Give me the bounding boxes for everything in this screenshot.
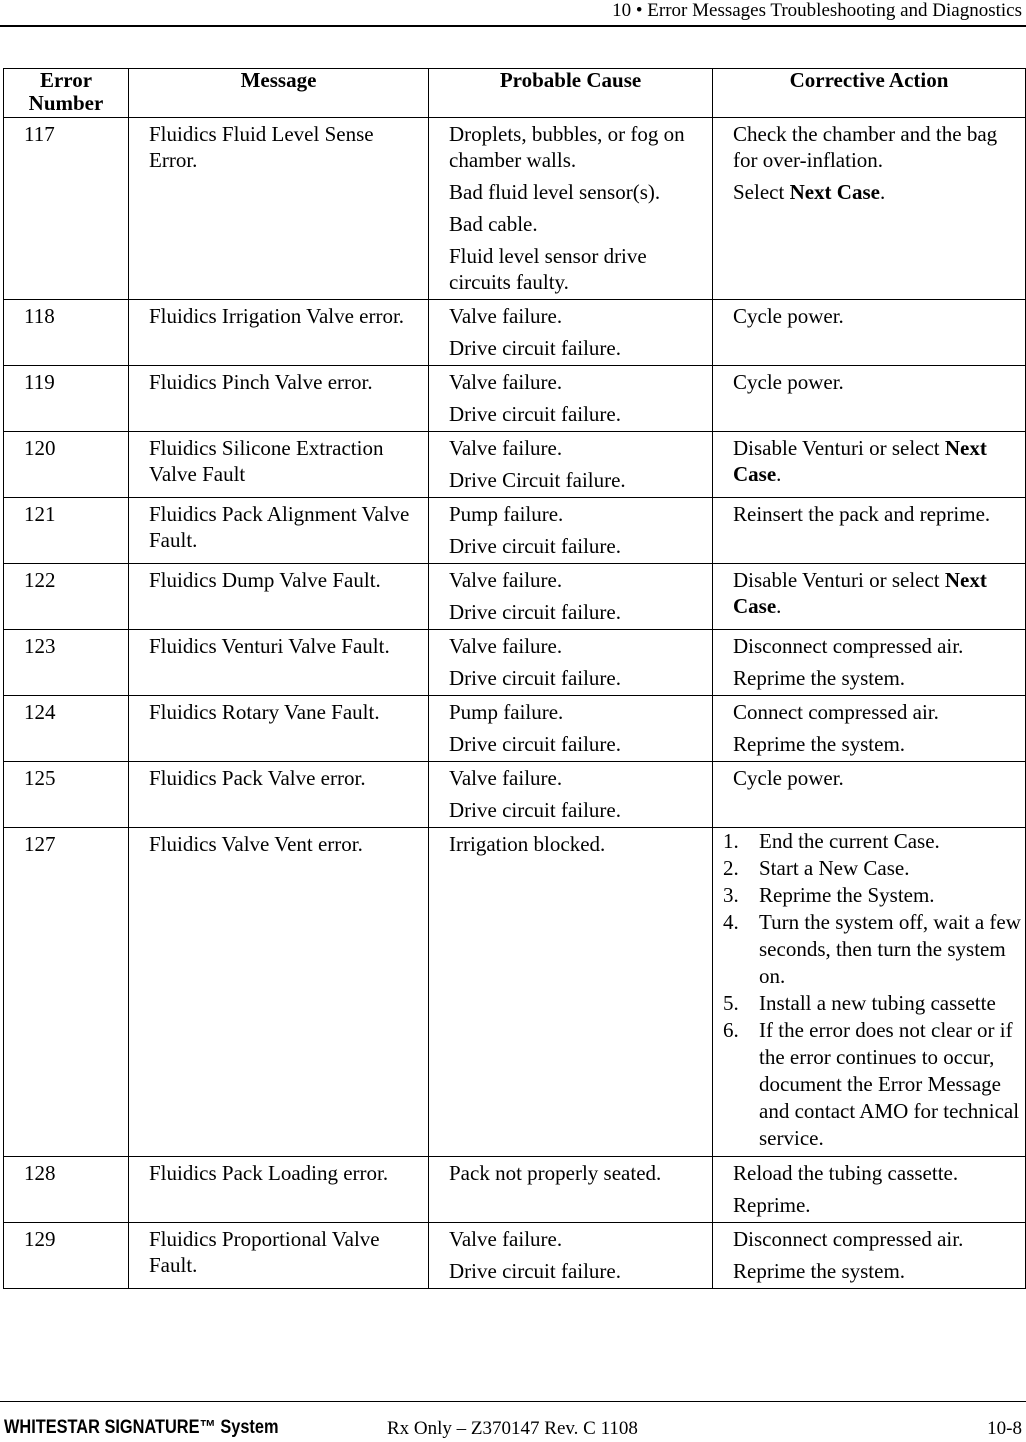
action-text: Disconnect compressed air. xyxy=(733,1227,964,1251)
action-text: Disable Venturi or select xyxy=(733,436,945,460)
corrective-action-cell xyxy=(713,432,1026,498)
corrective-action-cell xyxy=(713,828,1026,1157)
footer-product: WHITESTAR SIGNATURE™ System xyxy=(4,1417,279,1438)
probable-cause-cell xyxy=(429,118,713,300)
probable-cause: Valve failure. xyxy=(449,304,563,328)
corrective-action-cell xyxy=(713,366,1026,432)
probable-cause: Drive circuit failure. xyxy=(449,600,621,624)
error-number: 119 xyxy=(4,366,129,432)
probable-cause: Drive Circuit failure. xyxy=(449,468,626,492)
probable-cause: Bad cable. xyxy=(449,212,538,236)
action-punct: . xyxy=(879,180,886,204)
step-text: If the error does not clear or if the error continues to occur, document the Error Message and contact AMO for technical service. xyxy=(759,1018,1020,1150)
header-rule xyxy=(0,25,1026,27)
table-row xyxy=(4,498,1026,564)
error-message: Fluidics Proportional Valve Fault. xyxy=(129,1223,429,1289)
error-message: Fluidics Pack Valve error. xyxy=(129,762,429,828)
step-text: Reprime the System. xyxy=(759,883,935,907)
probable-cause-cell xyxy=(429,762,713,828)
probable-cause-cell xyxy=(429,828,713,1157)
probable-cause-cell xyxy=(429,1223,713,1289)
probable-cause: Valve failure. xyxy=(449,436,563,460)
action-emphasis: Next Case xyxy=(789,180,880,204)
probable-cause: Droplets, bubbles, or fog on chamber walls. xyxy=(449,122,685,172)
probable-cause: Drive circuit failure. xyxy=(449,666,621,690)
probable-cause: Valve failure. xyxy=(449,1227,563,1251)
corrective-action-cell xyxy=(713,564,1026,630)
error-message: Fluidics Valve Vent error. xyxy=(129,828,429,1157)
action-text: Select xyxy=(733,180,790,204)
error-number: 118 xyxy=(4,300,129,366)
step-text: Turn the system off, wait a few seconds, then turn the system on. xyxy=(759,910,1021,988)
action-text: Cycle power. xyxy=(733,370,844,394)
table-row xyxy=(4,1223,1026,1289)
error-message: Fluidics Fluid Level Sense Error. xyxy=(129,118,429,300)
corrective-action-cell xyxy=(713,498,1026,564)
action-text: Reprime the system. xyxy=(733,1259,906,1283)
corrective-action xyxy=(733,633,1021,659)
corrective-action-cell xyxy=(713,300,1026,366)
error-number: 129 xyxy=(4,1223,129,1289)
table-row xyxy=(4,696,1026,762)
table-row xyxy=(4,366,1026,432)
error-message: Fluidics Dump Valve Fault. xyxy=(129,564,429,630)
action-text: Reinsert the pack and reprime. xyxy=(733,502,991,526)
probable-cause: Bad fluid level sensor(s). xyxy=(449,180,661,204)
col-header-message: Message xyxy=(129,69,429,118)
probable-cause-cell xyxy=(429,300,713,366)
probable-cause-cell xyxy=(429,366,713,432)
corrective-step xyxy=(723,1017,1021,1152)
error-message: Fluidics Rotary Vane Fault. xyxy=(129,696,429,762)
corrective-action xyxy=(733,1226,1021,1252)
probable-cause: Drive circuit failure. xyxy=(449,402,621,426)
step-number: 2. xyxy=(723,856,739,880)
step-text: Start a New Case. xyxy=(759,856,910,880)
step-number: 5. xyxy=(723,991,739,1015)
action-text: Reprime the system. xyxy=(733,666,906,690)
error-number: 120 xyxy=(4,432,129,498)
corrective-step xyxy=(723,909,1021,990)
probable-cause: Pump failure. xyxy=(449,502,564,526)
probable-cause: Irrigation blocked. xyxy=(449,832,606,856)
corrective-action-cell xyxy=(713,696,1026,762)
corrective-action xyxy=(733,665,1021,691)
probable-cause-cell xyxy=(429,696,713,762)
error-message: Fluidics Pack Loading error. xyxy=(129,1157,429,1223)
probable-cause-cell xyxy=(429,630,713,696)
footer-rx: Rx Only – Z370147 Rev. C 1108 xyxy=(387,1418,638,1439)
action-text: Disconnect compressed air. xyxy=(733,634,964,658)
probable-cause: Drive circuit failure. xyxy=(449,336,621,360)
footer-rule xyxy=(0,1401,1026,1402)
action-emphasis: Next Case xyxy=(733,568,987,618)
corrective-step xyxy=(723,828,1021,855)
corrective-action xyxy=(733,567,1021,619)
corrective-action-cell xyxy=(713,1223,1026,1289)
error-number: 121 xyxy=(4,498,129,564)
corrective-step xyxy=(723,855,1021,882)
col-header-error-number: Error Number xyxy=(4,69,129,118)
error-message: Fluidics Pinch Valve error. xyxy=(129,366,429,432)
corrective-action xyxy=(733,303,1021,329)
probable-cause-cell xyxy=(429,1157,713,1223)
table-row xyxy=(4,564,1026,630)
table-row xyxy=(4,432,1026,498)
action-text: Connect compressed air. xyxy=(733,700,939,724)
corrective-action xyxy=(733,121,1021,173)
probable-cause: Fluid level sensor drive circuits faulty. xyxy=(449,244,647,294)
probable-cause-cell xyxy=(429,498,713,564)
action-text: Reprime. xyxy=(733,1193,811,1217)
action-emphasis: Next Case xyxy=(733,436,987,486)
step-number: 1. xyxy=(723,829,739,853)
step-number: 4. xyxy=(723,910,739,934)
action-text: Check the chamber and the bag for over-inflation. xyxy=(733,122,998,172)
col-header-probable-cause: Probable Cause xyxy=(429,69,713,118)
corrective-action-cell xyxy=(713,762,1026,828)
corrective-steps-list xyxy=(723,828,1021,1152)
probable-cause: Drive circuit failure. xyxy=(449,732,621,756)
corrective-action xyxy=(733,369,1021,395)
table-header-row xyxy=(4,69,1026,118)
probable-cause: Drive circuit failure. xyxy=(449,534,621,558)
step-text: End the current Case. xyxy=(759,829,940,853)
table-row xyxy=(4,118,1026,300)
action-text: Reprime the system. xyxy=(733,732,906,756)
corrective-step xyxy=(723,882,1021,909)
corrective-step xyxy=(723,990,1021,1017)
corrective-action xyxy=(733,179,1021,205)
error-number: 128 xyxy=(4,1157,129,1223)
error-number: 117 xyxy=(4,118,129,300)
error-message: Fluidics Silicone Extraction Valve Fault xyxy=(129,432,429,498)
table-row xyxy=(4,762,1026,828)
step-number: 3. xyxy=(723,883,739,907)
corrective-action xyxy=(733,1258,1021,1284)
probable-cause: Valve failure. xyxy=(449,370,563,394)
error-number: 123 xyxy=(4,630,129,696)
error-number: 125 xyxy=(4,762,129,828)
corrective-action-cell xyxy=(713,1157,1026,1223)
error-table xyxy=(3,68,1026,1289)
probable-cause: Drive circuit failure. xyxy=(449,1259,621,1283)
step-text: Install a new tubing cassette xyxy=(759,991,996,1015)
probable-cause: Drive circuit failure. xyxy=(449,798,621,822)
corrective-action xyxy=(733,1192,1021,1218)
probable-cause: Valve failure. xyxy=(449,568,563,592)
corrective-action xyxy=(733,731,1021,757)
corrective-action xyxy=(733,501,1021,527)
table-row xyxy=(4,828,1026,1157)
step-number: 6. xyxy=(723,1018,739,1042)
action-text: Cycle power. xyxy=(733,766,844,790)
probable-cause-cell xyxy=(429,432,713,498)
action-text: Reload the tubing cassette. xyxy=(733,1161,959,1185)
probable-cause: Valve failure. xyxy=(449,634,563,658)
error-number: 124 xyxy=(4,696,129,762)
footer-page-number: 10-8 xyxy=(987,1418,1022,1439)
action-text: Disable Venturi or select xyxy=(733,568,945,592)
page-header: 10 • Error Messages Troubleshooting and Diagnostics xyxy=(612,0,1022,21)
corrective-action xyxy=(733,435,1021,487)
action-punct: . xyxy=(776,594,782,618)
error-number: 122 xyxy=(4,564,129,630)
error-message: Fluidics Pack Alignment Valve Fault. xyxy=(129,498,429,564)
corrective-action-cell xyxy=(713,630,1026,696)
table-row xyxy=(4,1157,1026,1223)
table-row xyxy=(4,300,1026,366)
corrective-action-cell xyxy=(713,118,1026,300)
table-row xyxy=(4,630,1026,696)
probable-cause-cell xyxy=(429,564,713,630)
error-message: Fluidics Irrigation Valve error. xyxy=(129,300,429,366)
probable-cause: Pack not properly seated. xyxy=(449,1161,662,1185)
action-punct: . xyxy=(776,462,782,486)
action-text: Cycle power. xyxy=(733,304,844,328)
error-message: Fluidics Venturi Valve Fault. xyxy=(129,630,429,696)
error-number: 127 xyxy=(4,828,129,1157)
probable-cause: Valve failure. xyxy=(449,766,563,790)
probable-cause: Pump failure. xyxy=(449,700,564,724)
corrective-action xyxy=(733,699,1021,725)
col-header-corrective-action: Corrective Action xyxy=(713,69,1026,118)
corrective-action xyxy=(733,765,1021,791)
corrective-action xyxy=(733,1160,1021,1186)
